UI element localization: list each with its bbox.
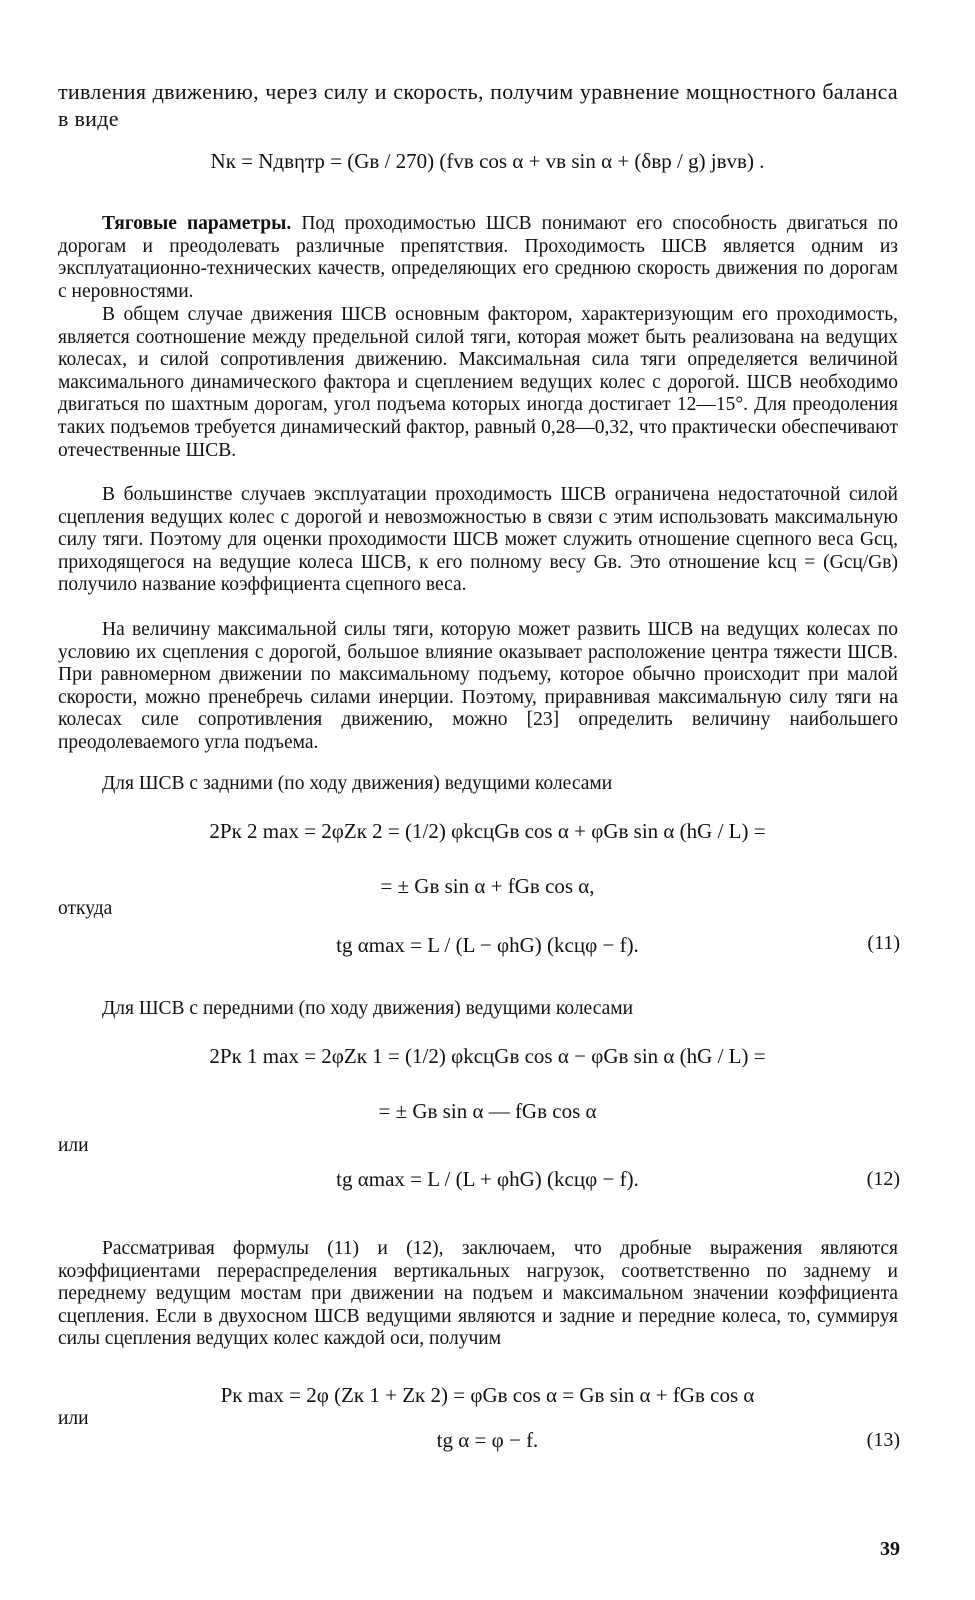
paragraph-heading: Тяговые параметры.	[102, 213, 292, 234]
paragraph-center-of-gravity: На величину максимальной силы тяги, которую может развить ШСВ на ведущих колесах по условию их сцепления с дорогой, большое влияние оказывает расположение центра тяжести ШСВ. При равномерном движении по максимальному подъему, которое обычно происходит при малой скорости, можно пренебречь силами инерции. Поэтому, приравнивая максимальную силу тяги на колесах силе сопротивления движению, можно [23] определить величину наибольшего преодолеваемого угла подъема.	[58, 619, 898, 753]
traction-parameters-paragraph	[58, 213, 898, 303]
paragraph-text: Под проходимостью ШСВ понимают его способность двигаться по дорогам и преодолевать различные препятствия. Проходимость ШСВ является одним из эксплуатационно-технических качеств, определяющих его среднюю скорость движения по дорогам с неровностями.	[58, 213, 899, 302]
word-or-2: или	[58, 1408, 89, 1429]
both-axles-equation: Pк max = 2φ (Zк 1 + Zк 2) = φGв cos α = Gв sin α + fGв cos α	[220, 1383, 755, 1407]
equation-13: tg α = φ − f.	[436, 1428, 539, 1452]
equation-11: tg αmax = L / (L − φhG) (kсцφ − f).	[336, 933, 639, 957]
equation-12-number: (12)	[866, 1168, 900, 1190]
rear-drive-equation-line-2: = ± Gв sin α + fGв cos α,	[380, 874, 595, 898]
paragraph-conclusion: Рассматривая формулы (11) и (12), заключаем, что дробные выражения являются коэффициентами перераспределения вертикальных нагрузок, соответственно по заднему и переднему ведущим мостам при движении на подъем и максимальном значении коэффициента сцепления. Если в двухосном ШСВ ведущими являются и задние и передние колеса, то, суммируя силы сцепления ведущих колес каждой оси, получим	[58, 1238, 898, 1350]
equation-11-number: (11)	[867, 932, 900, 954]
word-or-1: или	[58, 1135, 89, 1156]
rear-drive-intro: Для ШСВ с задними (по ходу движения) ведущими колесами	[102, 773, 613, 794]
equation-13-number: (13)	[866, 1429, 900, 1451]
front-drive-intro: Для ШСВ с передними (по ходу движения) ведущими колесами	[102, 998, 634, 1019]
paragraph-general-case: В общем случае движения ШСВ основным фактором, характеризующим его проходимость, является соотношение между предельной силой тяги, которая может быть реализована на ведущих колесах, и силой сопротивления движению. Максимальная сила тяги определяется величиной максимального динамического фактора и сцеплением ведущих колес с дорогой. ШСВ необходимо двигаться по шахтным дорогам, угол подъема которых иногда достигает 12—15°. Для преодоления таких подъемов требуется динамический фактор, равный 0,28—0,32, что практически обеспечивают отечественные ШСВ.	[58, 304, 898, 461]
front-drive-equation-line-2: = ± Gв sin α — fGв cos α	[378, 1099, 597, 1123]
page-number: 39	[880, 1538, 900, 1560]
equation-12: tg αmax = L / (L + φhG) (kсцφ − f).	[336, 1167, 639, 1191]
rear-drive-equation-line-1: 2Pк 2 max = 2φZк 2 = (1/2) φkсцGв cos α + φGв sin α (hG / L) =	[209, 819, 766, 843]
paragraph-adhesion: В большинстве случаев эксплуатации проходимость ШСВ ограничена недостаточной силой сцепления ведущих колес с дорогой и невозможностью в связи с этим использовать максимальную силу тяги. Поэтому для оценки проходимости ШСВ может служить отношение сцепного веса Gсц, приходящегося на ведущие колеса ШСВ, к его полному весу Gв. Это отношение kсц = (Gсц/Gв) получило название коэффициента сцепного веса.	[58, 484, 898, 596]
word-whence: откуда	[58, 898, 113, 919]
intro-paragraph: тивления движению, через силу и скорость, получим уравнение мощностного баланса в виде	[58, 79, 898, 131]
power-balance-equation: Nк = Nдвηтр = (Gв / 270) (fvв cos α + vв sin α + (δвр / g) jвvв) .	[210, 149, 765, 173]
front-drive-equation-line-1: 2Pк 1 max = 2φZк 1 = (1/2) φkсцGв cos α − φGв sin α (hG / L) =	[209, 1044, 766, 1068]
